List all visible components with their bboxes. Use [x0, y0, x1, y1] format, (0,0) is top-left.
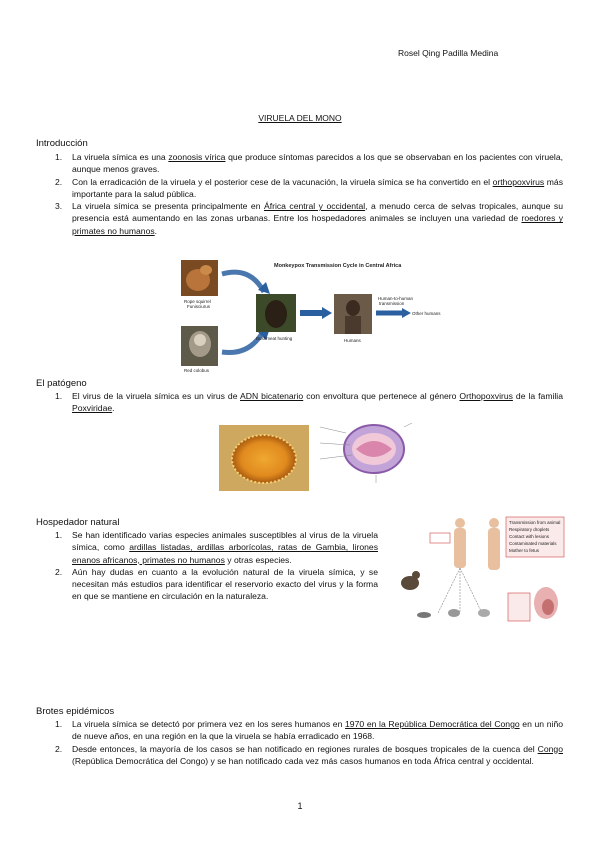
list-number: 2. — [55, 566, 63, 577]
underlined-term: Congo — [537, 743, 563, 754]
virus-structure-diagram — [316, 413, 416, 488]
text-run: . — [154, 225, 158, 236]
host-transmission-figure — [398, 513, 566, 625]
svg-text:Mother to fetus: Mother to fetus — [509, 548, 540, 553]
list-number: 1. — [55, 530, 63, 540]
svg-text:Bushmeat hunting: Bushmeat hunting — [256, 336, 293, 341]
figure1-title: Monkeypox Transmission Cycle in Central Africa — [274, 263, 402, 269]
list-number: 2. — [55, 743, 63, 754]
text-run: más importante para la salud pública. — [72, 176, 563, 199]
list-number: 1. — [55, 391, 63, 401]
svg-text:Red colobus: Red colobus — [184, 368, 210, 373]
text-run: y otras especies. — [224, 554, 292, 565]
heading-brotes: Brotes epidémicos — [36, 706, 115, 717]
underlined-term: Poxviridae — [72, 403, 113, 414]
heading-patogeno: El patógeno — [36, 378, 87, 389]
list-item — [55, 200, 563, 237]
text-run: Aún hay dudas en cuanto a la evolución natural de la viruela símica, y se necesitan más estudios para identificar el reservorio exacto del virus y la forma en que se mantiene en circulación en la naturaleza. — [72, 566, 378, 602]
list-item — [55, 176, 563, 201]
list-item — [55, 151, 563, 176]
underlined-term: Orthopoxvirus — [459, 391, 513, 401]
svg-text:Respiratory droplets: Respiratory droplets — [509, 527, 550, 532]
list-item — [55, 529, 378, 566]
heading-hospedador: Hospedador natural — [36, 517, 120, 528]
list-item — [55, 718, 563, 743]
svg-text:Funisciurus: Funisciurus — [187, 304, 211, 309]
list-item — [55, 743, 563, 768]
author-name: Rosel Qing Padilla Medina — [398, 48, 499, 58]
svg-text:Human-to-human: Human-to-human — [378, 296, 414, 301]
svg-text:Contaminated materials: Contaminated materials — [509, 541, 557, 546]
text-run: (República Democrática del Congo) y se han notificado cada vez más casos humanos en toda África central y occidental. — [72, 755, 534, 766]
list-number: 1. — [55, 152, 63, 162]
list-number: 3. — [55, 201, 63, 212]
svg-text:Transmission from animal: Transmission from animal — [509, 520, 561, 525]
list-number: 2. — [55, 176, 63, 187]
text-run: , a menudo cerca de selvas tropicales, aunque su presencia está aumentando en las zonas urbanas. Entre los hospedadores animales se incluyen una variedad de — [72, 201, 563, 224]
text-run: El virus de la viruela símica es un virus de — [72, 391, 241, 401]
transmission-cycle-diagram — [178, 256, 441, 384]
text-run: en un niño de nueve años, en una región en la que la viruela se había erradicado en 1968. — [72, 719, 564, 742]
text-run: . — [112, 403, 115, 414]
svg-text:transmission: transmission — [379, 301, 405, 306]
transmission-cycle-figure — [178, 256, 441, 384]
list-brotes — [55, 718, 563, 767]
list-item — [55, 566, 378, 603]
text-run: de la familia — [512, 391, 563, 401]
svg-text:Humans: Humans — [344, 338, 361, 343]
text-run: Se han identificado varias especies animales susceptibles al virus de la viruela símica, como — [72, 530, 378, 553]
text-run: con envoltura que pertenece al género — [303, 391, 460, 401]
underlined-term: ardillas listadas, ardillas arborícolas, ratas de Gambia, lirones enanos africanos, primates no humanos — [72, 542, 378, 565]
list-patogeno — [55, 390, 563, 415]
list-introduccion — [55, 151, 563, 237]
list-hospedador — [55, 529, 378, 603]
text-run: Desde entonces, la mayoría de los casos se han notificado en regiones rurales de bosques tropicales de la cuenca del — [72, 743, 538, 754]
text-run: La viruela símica es una — [72, 152, 169, 162]
text-run: La viruela símica se presenta principalmente en — [72, 201, 264, 212]
underlined-term: África central y occidental — [263, 201, 366, 212]
virus-micrograph — [219, 425, 309, 491]
text-run: La viruela símica se detectó por primera vez en los seres humanos en — [72, 719, 346, 729]
document-title: VIRUELA DEL MONO — [258, 113, 342, 123]
underlined-term: zoonosis vírica — [168, 152, 226, 162]
heading-introduccion: Introducción — [36, 138, 88, 149]
squirrel-icon — [448, 609, 460, 617]
rodent-icon — [417, 612, 431, 618]
svg-text:Contact with lesions: Contact with lesions — [509, 534, 550, 539]
text-run: Con la erradicación de la viruela y el posterior cese de la vacunación, la viruela símica se ha convertido en el — [72, 176, 493, 187]
underlined-term: orthopoxvirus — [492, 176, 545, 187]
svg-text:Rope squirrel: Rope squirrel — [184, 299, 211, 304]
underlined-term: ADN bicatenario — [240, 391, 304, 401]
underlined-term: 1970 en la República Democrática del Congo — [345, 719, 520, 729]
underlined-term: roedores y primates no humanos — [72, 213, 564, 236]
page-number: 1 — [297, 801, 303, 811]
svg-text:Other humans: Other humans — [412, 311, 441, 316]
list-number: 1. — [55, 719, 63, 729]
text-run: que produce síntomas parecidos a los que se observaban en los pacientes con viruela, aunque menos graves. — [72, 152, 564, 175]
list-item — [55, 390, 563, 415]
